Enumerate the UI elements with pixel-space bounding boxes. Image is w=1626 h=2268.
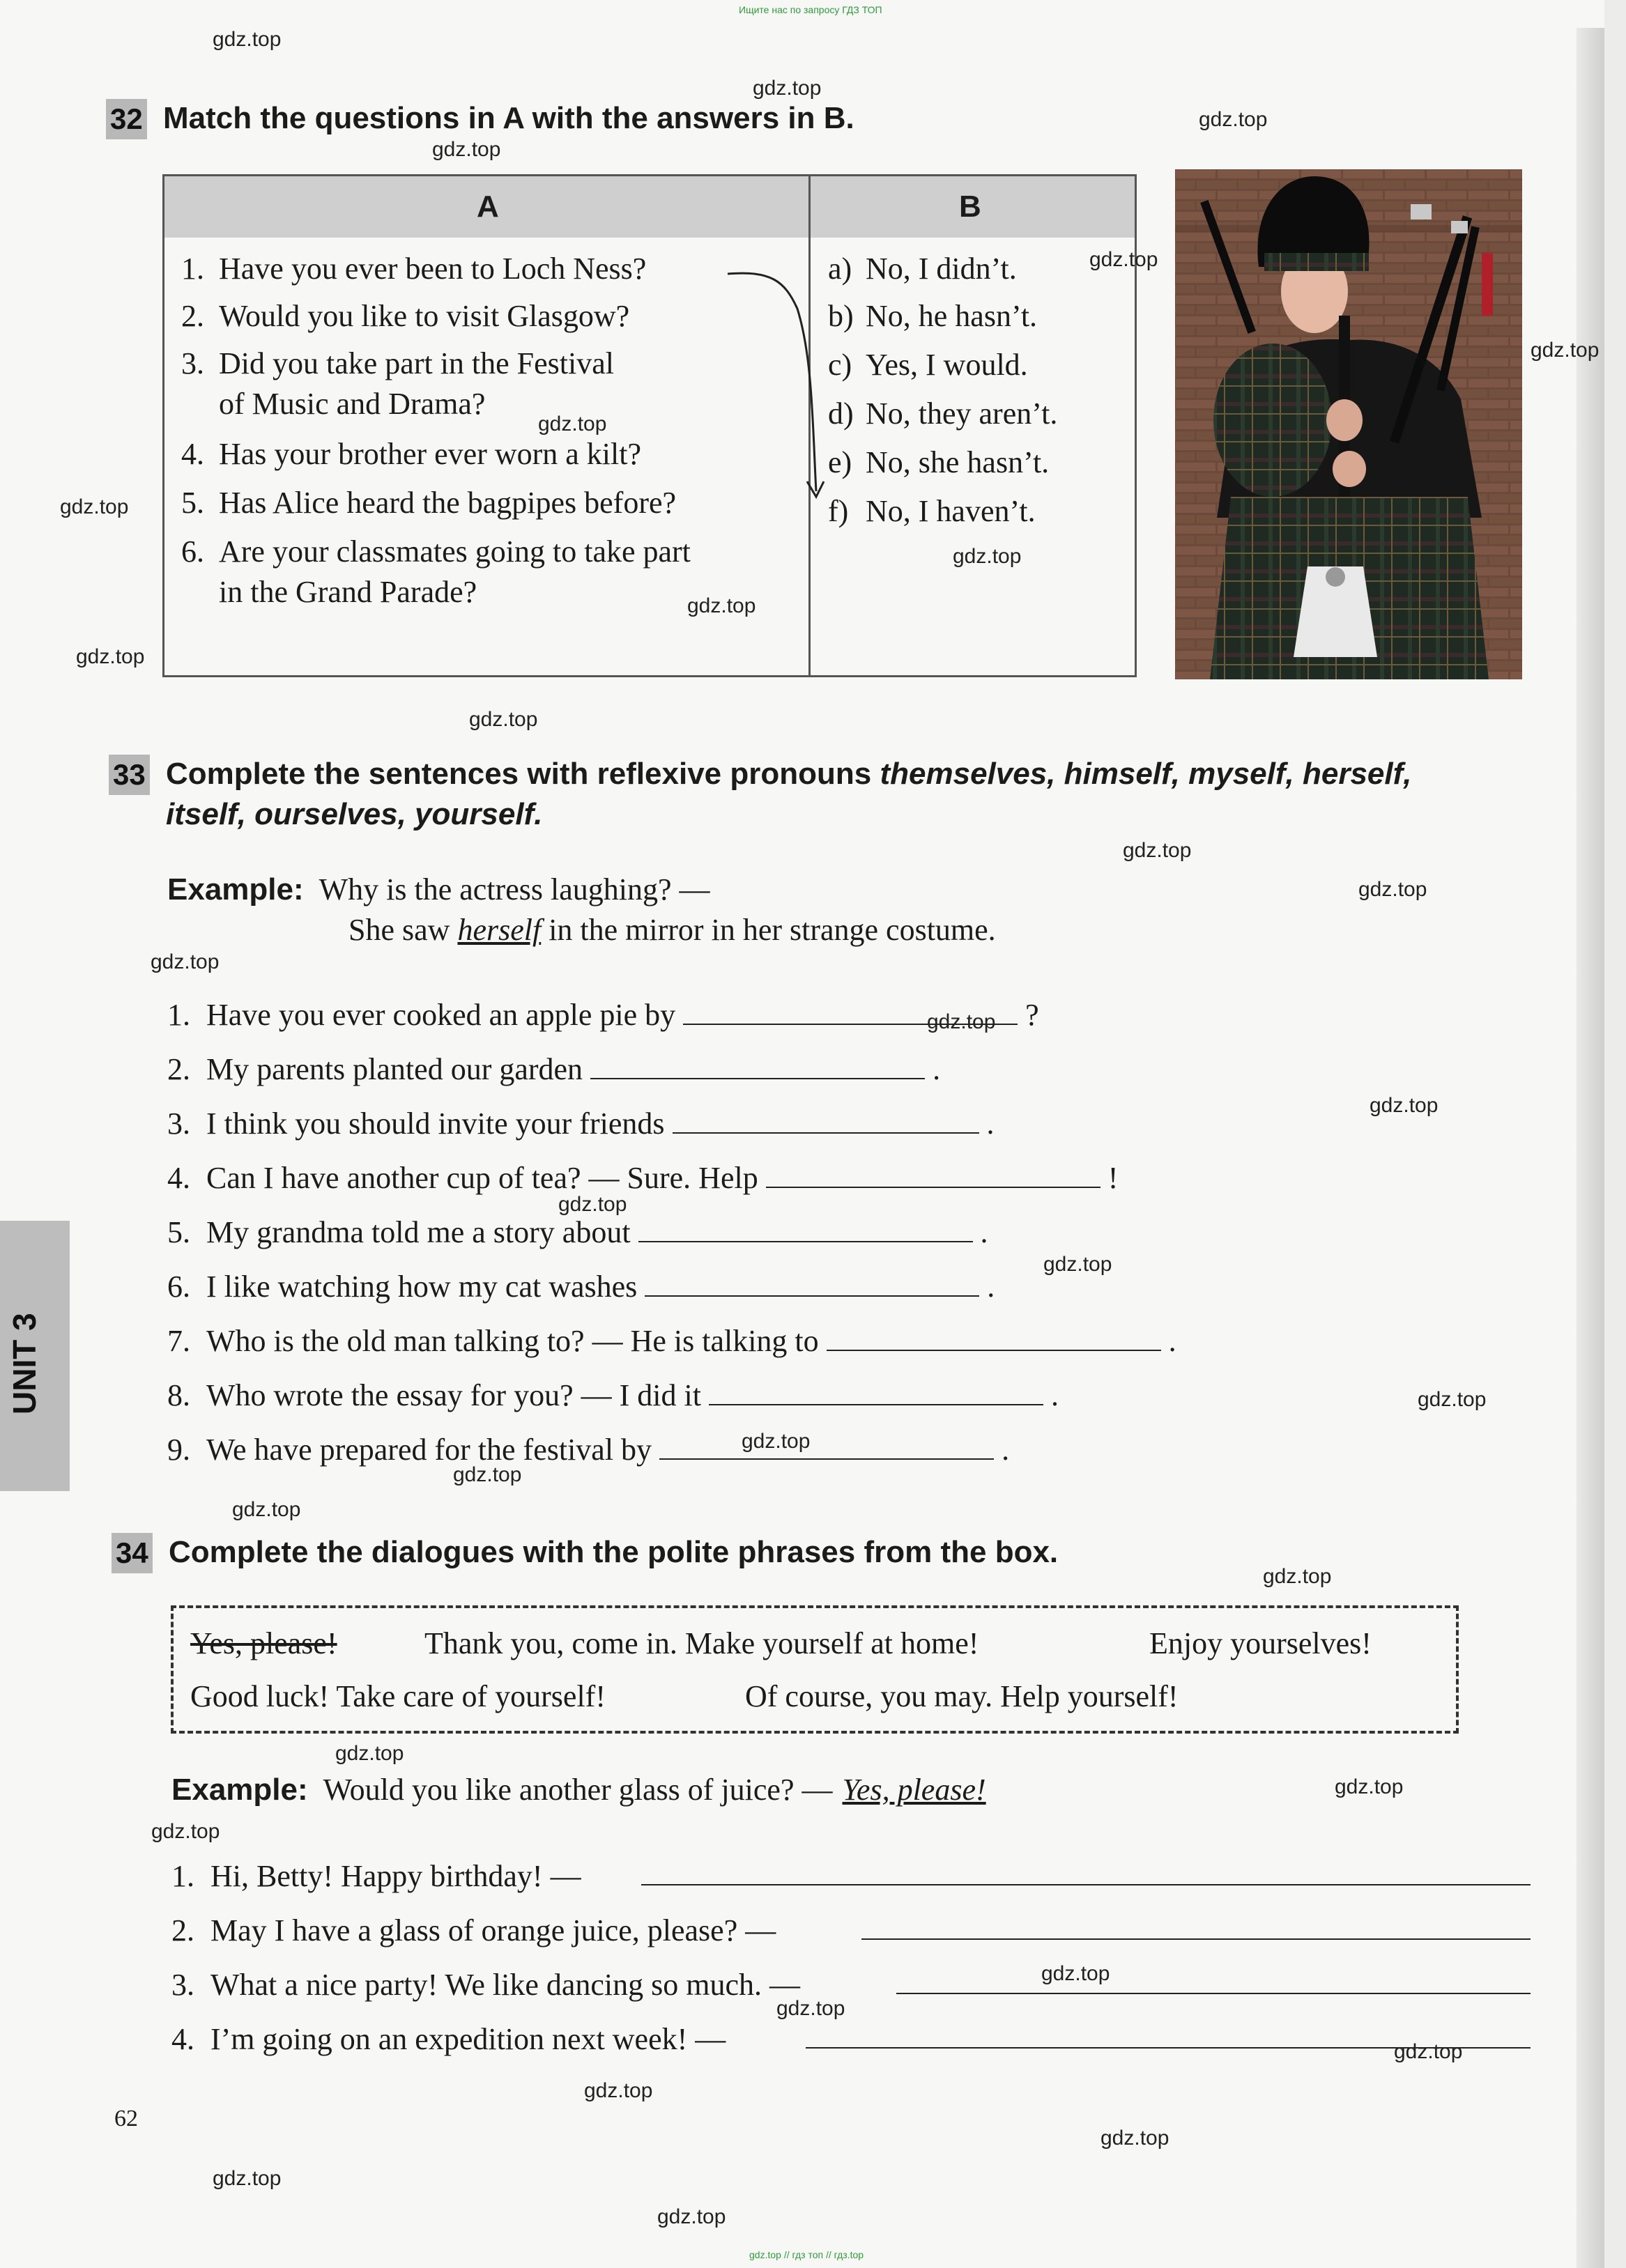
question-3: 3. Did you take part in the Festival of Music and Drama? (181, 346, 614, 421)
matching-table (162, 174, 1137, 677)
watermark: gdz.top (1089, 248, 1158, 271)
watermark: gdz.top (232, 1498, 301, 1521)
watermark: gdz.top (469, 708, 538, 731)
watermark: gdz.top (1043, 1253, 1112, 1276)
watermark: gdz.top (151, 1820, 220, 1843)
watermark: gdz.top (60, 495, 129, 518)
watermark: gdz.top (753, 77, 822, 100)
question-5: 5. Has Alice heard the bagpipes before? (181, 486, 677, 520)
question-6: 6. Are your classmates going to take part in the Grand Parade? (181, 534, 691, 609)
question-4: 4. Has your brother ever worn a kilt? (181, 437, 642, 471)
sentence-8: 8. Who wrote the essay for you? — I did it . (167, 1375, 1059, 1416)
watermark: gdz.top (657, 2205, 726, 2228)
sentence-2: 2. My parents planted our garden . (167, 1049, 940, 1090)
dialogue-4: 4. I’m going on an expedition next week! — (171, 2022, 726, 2056)
column-a-header: A (477, 190, 499, 224)
background-strip (1604, 0, 1626, 2268)
sentence-4: 4. Can I have another cup of tea? — Sure. Help ! (167, 1158, 1118, 1198)
watermark: gdz.top (927, 1010, 996, 1033)
watermark: gdz.top (1335, 1775, 1404, 1798)
watermark: gdz.top (1041, 1962, 1110, 1985)
answer-blank[interactable] (827, 1322, 1161, 1351)
exercise-34-number: 34 (112, 1533, 153, 1573)
answer-d: d) No, they aren’t. (828, 396, 1058, 431)
answer-blank[interactable] (645, 1267, 979, 1297)
exercise-33-title-line-2: itself, ourselves, yourself. (166, 797, 543, 831)
answer-e: e) No, she hasn’t. (828, 445, 1050, 479)
phrase-help-yourself: Of course, you may. Help yourself! (745, 1679, 1179, 1713)
phrase-come-in: Thank you, come in. Make yourself at home! (424, 1626, 979, 1660)
watermark: gdz.top (558, 1193, 627, 1216)
watermark: gdz.top (742, 1430, 811, 1453)
watermark: gdz.top (538, 412, 607, 435)
exercise-32-title: Match the questions in A with the answers in B. (163, 101, 854, 135)
watermark: gdz.top (432, 138, 501, 161)
example-33-answer: She saw herself in the mirror in her strange costume. (348, 913, 996, 947)
dialogue-2: 2. May I have a glass of orange juice, please? — (171, 1913, 776, 1947)
watermark: gdz.top (1418, 1388, 1487, 1411)
watermark: gdz.top (1370, 1094, 1439, 1117)
dialogue-3-blank[interactable] (896, 1993, 1531, 1994)
exercise-33-number: 33 (109, 755, 150, 795)
sentence-6: 6. I like watching how my cat washes . (167, 1267, 995, 1307)
answer-f: f) No, I haven’t. (828, 494, 1036, 528)
watermark: gdz.top (687, 594, 756, 617)
watermark: gdz.top (453, 1463, 522, 1486)
watermark: gdz.top (76, 645, 145, 668)
top-note: Ищите нас по запросу ГДЗ ТОП (739, 4, 882, 15)
sentence-1: 1. Have you ever cooked an apple pie by ? (167, 995, 1039, 1035)
watermark: gdz.top (584, 2079, 653, 2102)
question-2: 2. Would you like to visit Glasgow? (181, 299, 630, 333)
bottom-note: gdz.top // гдз топ // гдз.top (749, 2249, 864, 2260)
watermark: gdz.top (776, 1997, 845, 2020)
example-33-question: Example: Why is the actress laughing? — (167, 872, 710, 907)
dialogue-3: 3. What a nice party! We like dancing so much. — (171, 1968, 801, 2002)
watermark: gdz.top (335, 1742, 404, 1765)
phrase-yes-please: Yes, please! (190, 1626, 337, 1660)
example-34: Example: Would you like another glass of juice? — Yes, please! (171, 1773, 986, 1807)
dialogue-2-blank[interactable] (861, 1938, 1531, 1940)
dialogue-1: 1. Hi, Betty! Happy birthday! — (171, 1859, 581, 1893)
answer-blank[interactable] (659, 1430, 994, 1460)
answer-a: a) No, I didn’t. (828, 252, 1017, 286)
watermark: gdz.top (1263, 1565, 1332, 1588)
answer-c: c) Yes, I would. (828, 348, 1028, 382)
exercise-32-number: 32 (106, 99, 147, 139)
watermark: gdz.top (1199, 108, 1268, 131)
phrase-enjoy-yourselves: Enjoy yourselves! (1149, 1626, 1372, 1660)
answer-blank[interactable] (673, 1104, 979, 1134)
answer-blank[interactable] (590, 1050, 925, 1079)
example-match-line (164, 176, 1135, 675)
watermark: gdz.top (213, 2167, 282, 2190)
watermark: gdz.top (1100, 2127, 1169, 2150)
page-edge-shadow (1577, 28, 1604, 2268)
watermark: gdz.top (1394, 2040, 1463, 2063)
page-number: 62 (114, 2106, 138, 2131)
question-1: 1. Have you ever been to Loch Ness? (181, 252, 647, 286)
watermark: gdz.top (151, 950, 220, 973)
answer-b: b) No, he hasn’t. (828, 299, 1038, 333)
answer-blank[interactable] (709, 1376, 1043, 1405)
answer-blank[interactable] (766, 1159, 1100, 1188)
watermark: gdz.top (1358, 878, 1427, 901)
watermark: gdz.top (213, 28, 282, 51)
watermark: gdz.top (1531, 339, 1600, 362)
exercise-34-title: Complete the dialogues with the polite phrases from the box. (169, 1535, 1059, 1569)
polite-phrases-box (171, 1605, 1459, 1734)
exercise-33-title-line-1: Complete the sentences with reflexive pronouns themselves, himself, myself, herself, (166, 757, 1412, 791)
sentence-5: 5. My grandma told me a story about . (167, 1212, 988, 1253)
dialogue-1-blank[interactable] (641, 1884, 1531, 1885)
bagpiper-photo (1175, 169, 1522, 679)
sentence-7: 7. Who is the old man talking to? — He is talking to . (167, 1321, 1176, 1361)
unit-tab-label: UNIT 3 (6, 1313, 43, 1414)
phrase-good-luck: Good luck! Take care of yourself! (190, 1679, 606, 1713)
watermark: gdz.top (1123, 839, 1192, 862)
column-b-header: B (959, 190, 981, 224)
answer-blank[interactable] (638, 1213, 973, 1242)
sentence-3: 3. I think you should invite your friends . (167, 1104, 995, 1144)
sentence-9: 9. We have prepared for the festival by . (167, 1430, 1009, 1470)
watermark: gdz.top (953, 545, 1022, 568)
